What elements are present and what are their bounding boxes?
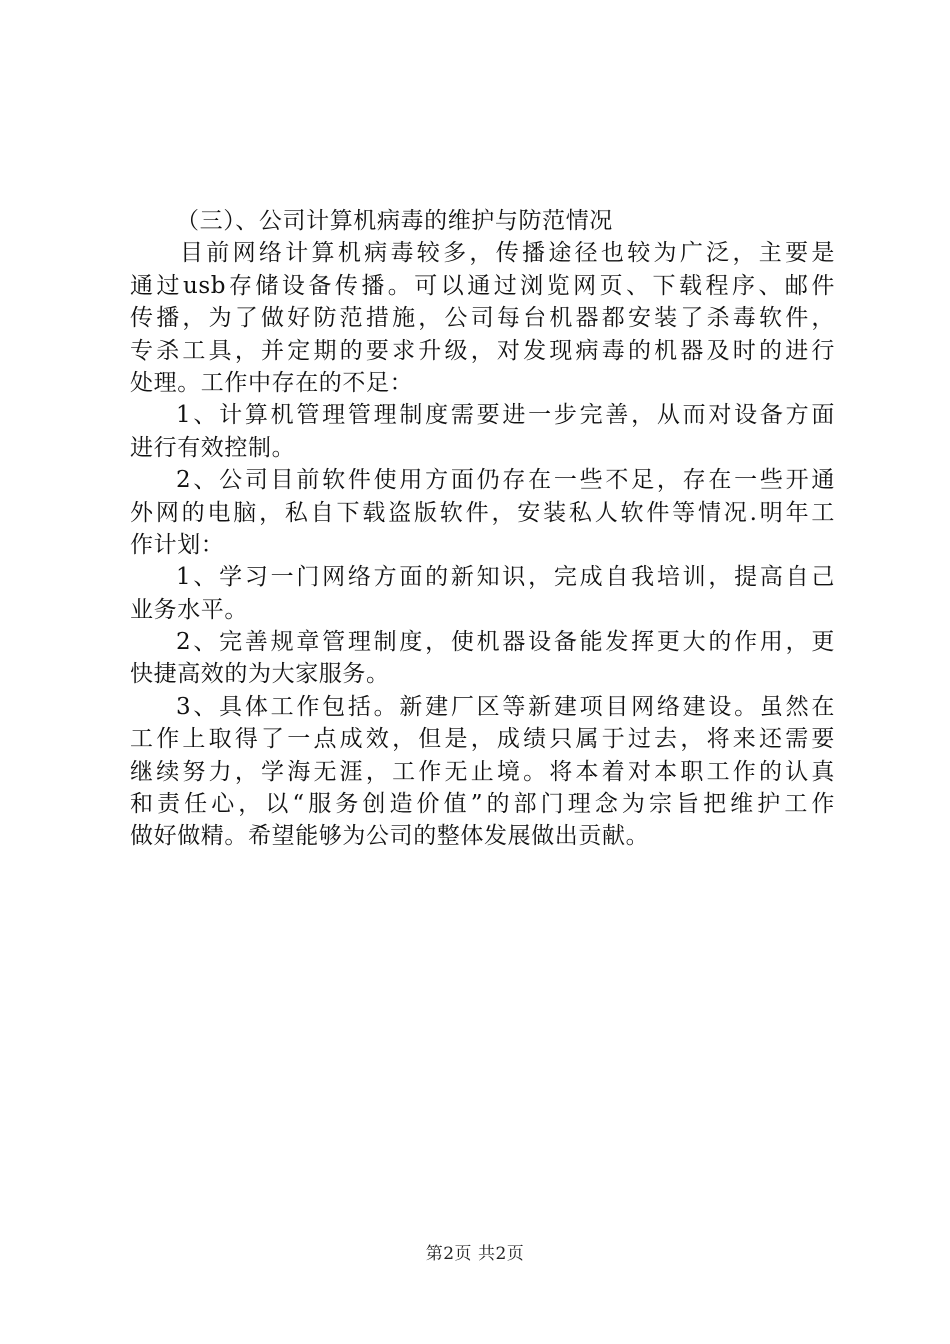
paragraph-line: 处理。工作中存在的不足：: [130, 369, 414, 396]
list-item-line: 继续努力，学海无涯，工作无止境。将本着对本职工作的认真: [130, 758, 835, 785]
list-item-line: 2、完善规章管理制度，使机器设备能发挥更大的作用，更: [176, 629, 835, 656]
list-item-line: 1、计算机管理管理制度需要进一步完善，从而对设备方面: [176, 402, 835, 429]
paragraph-line: 目前网络计算机病毒较多，传播途径也较为广泛，主要是: [180, 240, 835, 267]
list-item-line: 外网的电脑，私自下载盗版软件，安装私人软件等情况.明年工: [130, 499, 835, 526]
list-item-line: 做好做精。希望能够为公司的整体发展做出贡献。: [130, 823, 650, 850]
paragraph-line: 传播，为了做好防范措施，公司每台机器都安装了杀毒软件，: [130, 305, 835, 332]
list-item-line: 2、公司目前软件使用方面仍存在一些不足，存在一些开通: [176, 467, 835, 494]
list-item-line: 快捷高效的为大家服务。: [130, 661, 390, 688]
page-footer: 第2页 共2页: [425, 1244, 525, 1264]
paragraph-line: 通过usb存储设备传播。可以通过浏览网页、下载程序、邮件: [130, 272, 835, 299]
list-item-line: 进行有效控制。: [130, 434, 296, 461]
list-item-line: 工作上取得了一点成效，但是，成绩只属于过去，将来还需要: [130, 726, 835, 753]
list-item-line: 和责任心，以“服务创造价值”的部门理念为宗旨把维护工作: [130, 791, 835, 818]
document-body: [130, 205, 835, 853]
paragraph-line: 专杀工具，并定期的要求升级，对发现病毒的机器及时的进行: [130, 337, 835, 364]
list-item-line: 作计划：: [130, 531, 225, 558]
section-heading: （三）、公司计算机病毒的维护与防范情况: [176, 208, 613, 234]
list-item-line: 业务水平。: [130, 596, 248, 623]
list-item-line: 3、具体工作包括。新建厂区等新建项目网络建设。虽然在: [176, 693, 835, 720]
list-item-line: 1、学习一门网络方面的新知识，完成自我培训，提高自己: [176, 564, 835, 591]
